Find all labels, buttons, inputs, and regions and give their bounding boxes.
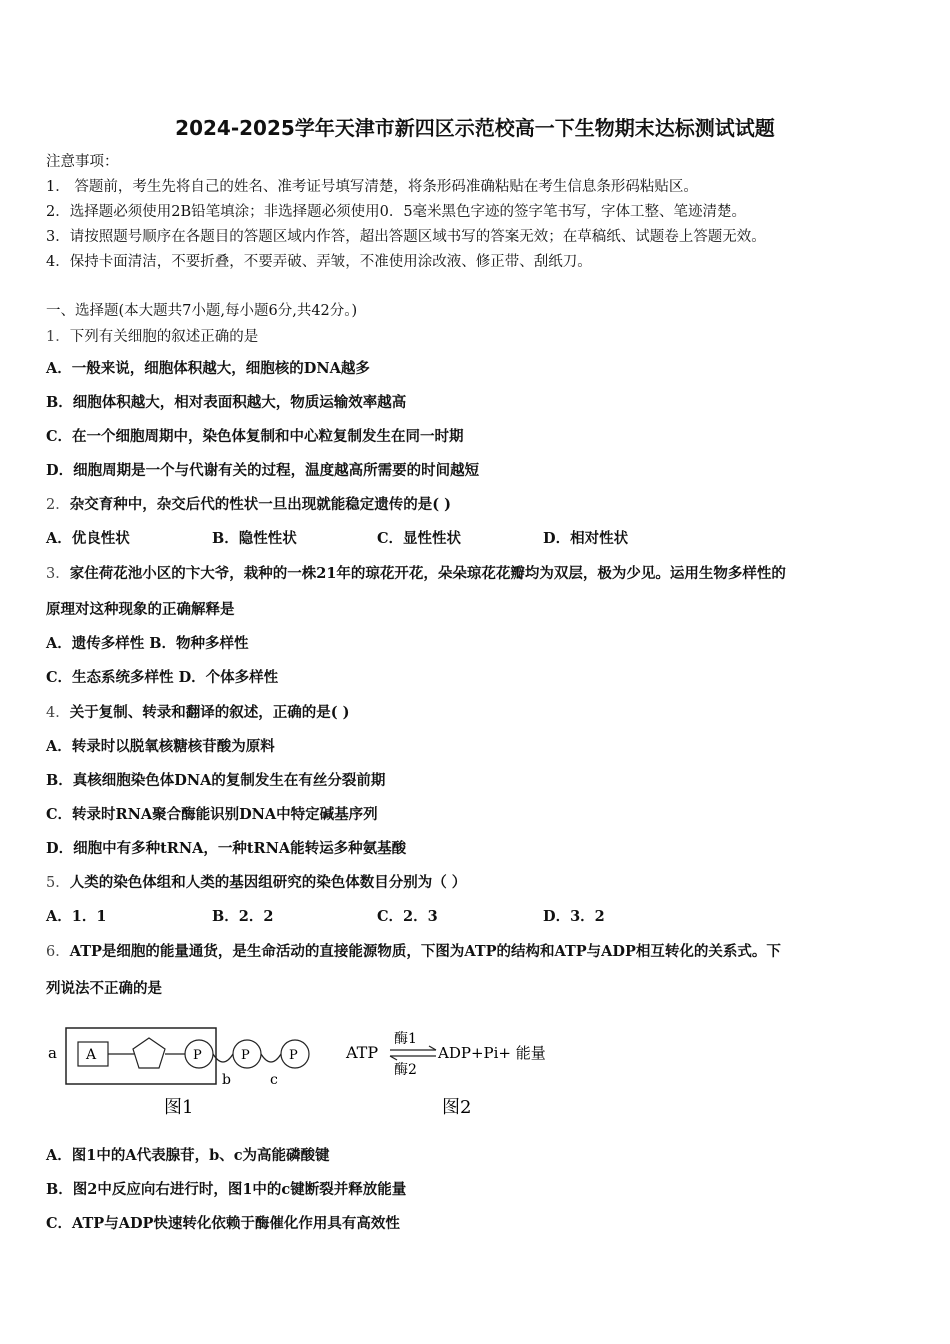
q4-option-a: A．转录时以脱氧核糖核苷酸为原料 [46,738,275,755]
label-b: b [222,1072,231,1088]
atp-figures [46,1018,586,1128]
question-number: 6． [46,944,70,960]
ribose-pentagon [133,1038,165,1068]
question-4 [46,703,350,723]
page-title: 2024-2025学年天津市新四区示范校高一下生物期末达标测试试题 [175,116,775,140]
question-5 [46,873,466,893]
notice-item-3: 3．请按照题号顺序在各题目的答题区域内作答，超出答题区域书写的答案无效；在草稿纸、试题卷上答题无效。 [46,229,766,245]
question-number: 4． [46,705,70,721]
q5-options [46,907,926,927]
figure-1 [48,1028,309,1118]
enzyme-1-label: 酶1 [394,1031,417,1047]
q2-option-d: D．相对性状 [543,530,629,547]
notice-heading: 注意事项： [46,154,119,170]
q6-option-c: C．ATP与ADP快速转化依赖于酶催化作用具有高效性 [46,1215,400,1232]
q5-option-a: A．1．1 [46,908,107,925]
question-3 [46,564,786,584]
figure-2-caption: 图2 [442,1097,472,1118]
q3-options-row-2: C．生态系统多样性 D．个体多样性 [46,669,279,686]
question-stem: 下列有关细胞的叙述正确的是 [69,329,259,345]
question-6-cont: 列说法不正确的是 [46,980,162,997]
q4-option-b: B．真核细胞染色体DNA的复制发生在有丝分裂前期 [46,772,386,789]
q2-option-a: A．优良性状 [46,530,130,547]
adenine-label: A [86,1047,97,1063]
section-heading: 一、选择题(本大题共7小题,每小题6分,共42分。) [46,303,358,319]
q1-option-b: B．细胞体积越大，相对表面积越大，物质运输效率越高 [46,394,407,411]
question-number: 5． [46,875,70,891]
notice-item-1: 1． 答题前，考生先将自己的姓名、准考证号填写清楚，将条形码准确粘贴在考生信息条形码粘贴区。 [46,179,698,195]
high-energy-bond-c [261,1054,281,1062]
q5-option-b: B．2．2 [212,908,274,925]
question-stem: 家住荷花池小区的卞大爷，栽种的一株21年的琼花开花，朵朵琼花花瓣均为双层，极为少见。运用生物多样性的 [69,565,786,582]
question-stem: 关于复制、转录和翻译的叙述，正确的是( ) [69,704,350,721]
question-6 [46,942,781,962]
question-number: 1． [46,329,70,345]
q6-option-a: A．图1中的A代表腺苷，b、c为高能磷酸键 [46,1147,330,1164]
label-a: a [48,1044,57,1062]
q4-option-c: C．转录时RNA聚合酶能识别DNA中特定碱基序列 [46,806,378,823]
enzyme-2-label: 酶2 [394,1062,417,1078]
q6-option-b: B．图2中反应向右进行时，图1中的c键断裂并释放能量 [46,1181,407,1198]
products-label: ADP+Pi+ 能量 [438,1044,546,1062]
q2-options [46,529,926,549]
atp-label: ATP [346,1043,379,1062]
q1-option-a: A．一般来说，细胞体积越大，细胞核的DNA越多 [46,360,370,377]
question-3-cont: 原理对这种现象的正确解释是 [46,601,235,618]
q5-option-c: C．2．3 [377,908,438,925]
q1-option-c: C．在一个细胞周期中，染色体复制和中心粒复制发生在同一时期 [46,428,464,445]
q2-option-c: C．显性性状 [377,530,462,547]
figure-2 [345,1031,546,1118]
phosphate-3-label: P [289,1048,298,1063]
question-stem: ATP是细胞的能量通货，是生命活动的直接能源物质，下图为ATP的结构和ATP与ADP相互转化的关系式。下 [69,943,781,960]
question-stem: 人类的染色体组和人类的基因组研究的染色体数目分别为（ ） [69,874,467,891]
notice-item-2: 2．选择题必须使用2B铅笔填涂；非选择题必须使用0．5毫米黑色字迹的签字笔书写，字体工整、笔迹清楚。 [46,204,747,220]
q4-option-d: D．细胞中有多种tRNA，一种tRNA能转运多种氨基酸 [46,840,407,857]
question-number: 3． [46,566,70,582]
figure-1-caption: 图1 [164,1097,194,1118]
question-stem: 杂交育种中，杂交后代的性状一旦出现就能稳定遗传的是( ) [69,496,452,513]
question-2 [46,495,451,515]
question-1 [46,327,258,347]
q2-option-b: B．隐性性状 [212,530,297,547]
phosphate-1-label: P [193,1048,202,1063]
q1-option-d: D．细胞周期是一个与代谢有关的过程，温度越高所需要的时间越短 [46,462,480,479]
q3-options-row-1: A．遗传多样性 B．物种多样性 [46,635,249,652]
q5-option-d: D．3．2 [543,908,605,925]
question-number: 2． [46,497,70,513]
phosphate-2-label: P [241,1048,250,1063]
label-c: c [270,1072,278,1088]
notice-item-4: 4．保持卡面清洁，不要折叠，不要弄破、弄皱，不准使用涂改液、修正带、刮纸刀。 [46,254,592,270]
